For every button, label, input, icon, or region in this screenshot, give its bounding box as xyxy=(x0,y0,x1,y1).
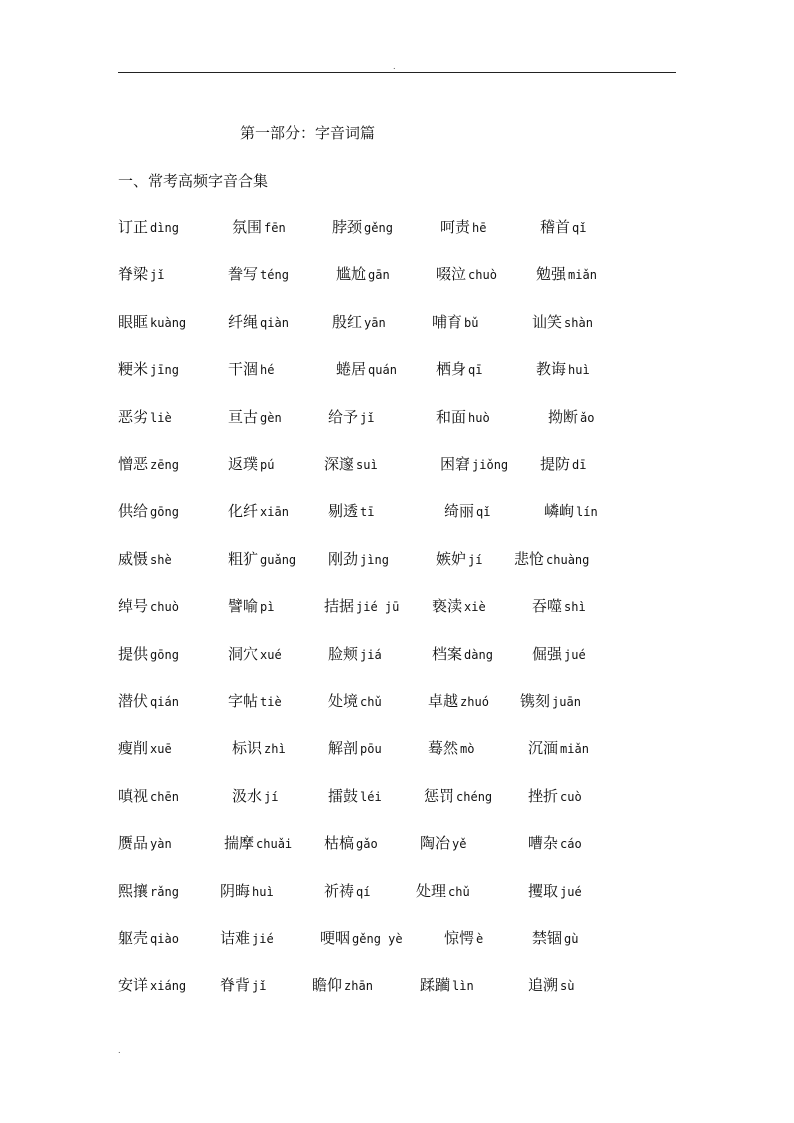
word-entry xyxy=(436,547,482,572)
header-rule xyxy=(118,72,676,73)
pinyin-text: yàn xyxy=(150,837,172,851)
word-entry xyxy=(118,689,179,714)
word-entry xyxy=(118,879,179,904)
word-entry xyxy=(436,405,490,430)
pinyin-text: xué xyxy=(260,648,282,662)
word-text: 追溯 xyxy=(528,976,559,994)
word-text: 惊愕 xyxy=(444,929,475,947)
pinyin-text: huì xyxy=(252,885,274,899)
word-row xyxy=(0,594,794,618)
word-row xyxy=(0,262,794,286)
pinyin-text: shì xyxy=(564,600,586,614)
pinyin-text: gǎo xyxy=(356,837,378,851)
word-text: 安详 xyxy=(118,976,149,994)
pinyin-text: jué xyxy=(560,885,582,899)
word-text: 讪笑 xyxy=(532,313,563,331)
pinyin-text: hē xyxy=(472,221,487,235)
word-entry xyxy=(118,736,172,761)
word-entry xyxy=(532,642,586,667)
word-entry xyxy=(118,973,186,998)
word-text: 订正 xyxy=(118,218,149,236)
word-text: 标识 xyxy=(232,739,263,757)
word-entry xyxy=(228,547,296,572)
word-text: 栖身 xyxy=(436,360,467,378)
word-text: 氛围 xyxy=(232,218,263,236)
pinyin-text: kuàng xyxy=(150,316,187,330)
word-text: 粳米 xyxy=(118,360,149,378)
word-text: 处境 xyxy=(328,692,359,710)
pinyin-text: chuàng xyxy=(546,553,590,567)
pinyin-text: yě xyxy=(452,837,467,851)
word-text: 哺育 xyxy=(432,313,463,331)
word-row xyxy=(0,736,794,760)
word-entry xyxy=(324,831,378,856)
pinyin-text: pú xyxy=(260,458,275,472)
word-entry xyxy=(118,357,179,382)
word-entry xyxy=(118,547,172,572)
word-text: 诘难 xyxy=(220,929,251,947)
word-text: 憎恶 xyxy=(118,455,149,473)
word-row xyxy=(0,405,794,429)
pinyin-text: huò xyxy=(468,411,490,425)
word-row xyxy=(0,499,794,523)
word-text: 悲怆 xyxy=(514,550,545,568)
word-entry xyxy=(228,452,274,477)
pinyin-text: lín xyxy=(576,505,598,519)
word-text: 困窘 xyxy=(440,455,471,473)
pinyin-text: mò xyxy=(460,742,475,756)
word-entry xyxy=(118,642,179,667)
word-text: 深邃 xyxy=(324,455,355,473)
word-text: 汲水 xyxy=(232,787,263,805)
word-entry xyxy=(228,357,274,382)
word-entry xyxy=(118,310,186,335)
pinyin-text: qí xyxy=(356,885,371,899)
pinyin-text: jí xyxy=(264,790,279,804)
pinyin-text: suì xyxy=(356,458,378,472)
pinyin-text: gèn xyxy=(260,411,282,425)
word-entry xyxy=(328,405,374,430)
word-text: 和面 xyxy=(436,408,467,426)
pinyin-text: pì xyxy=(260,600,275,614)
pinyin-text: gān xyxy=(368,268,390,282)
pinyin-text: tī xyxy=(360,505,375,519)
word-row xyxy=(0,879,794,903)
pinyin-text: chuò xyxy=(468,268,497,282)
word-text: 恶劣 xyxy=(118,408,149,426)
pinyin-text: quán xyxy=(368,363,397,377)
word-entry xyxy=(428,736,474,761)
word-entry xyxy=(540,215,586,240)
word-row xyxy=(0,215,794,239)
word-entry xyxy=(332,215,393,240)
word-text: 惩罚 xyxy=(424,787,455,805)
pinyin-text: jiǒng xyxy=(472,458,509,472)
word-text: 陶冶 xyxy=(420,834,451,852)
pinyin-text: cáo xyxy=(560,837,582,851)
word-entry xyxy=(118,262,164,287)
word-text: 威慑 xyxy=(118,550,149,568)
word-text: 粗犷 xyxy=(228,550,259,568)
pinyin-text: qiào xyxy=(150,932,179,946)
word-text: 枯槁 xyxy=(324,834,355,852)
word-entry xyxy=(118,594,179,619)
pinyin-text: jié jū xyxy=(356,600,400,614)
pinyin-text: sù xyxy=(560,979,575,993)
word-text: 绮丽 xyxy=(444,502,475,520)
word-text: 镌刻 xyxy=(520,692,551,710)
word-entry xyxy=(436,262,497,287)
word-text: 瘦削 xyxy=(118,739,149,757)
word-entry xyxy=(424,784,492,809)
word-text: 洞穴 xyxy=(228,645,259,663)
word-text: 供给 xyxy=(118,502,149,520)
pinyin-text: jiá xyxy=(360,648,382,662)
word-text: 字帖 xyxy=(228,692,259,710)
pinyin-text: jìng xyxy=(360,553,389,567)
word-entry xyxy=(118,831,172,856)
word-text: 阴晦 xyxy=(220,882,251,900)
word-text: 攫取 xyxy=(528,882,559,900)
word-text: 提供 xyxy=(118,645,149,663)
word-entry xyxy=(232,784,278,809)
pinyin-text: jǐ xyxy=(150,268,165,282)
word-text: 瞻仰 xyxy=(312,976,343,994)
pinyin-text: ǎo xyxy=(580,411,595,425)
pinyin-text: xiān xyxy=(260,505,289,519)
pinyin-text: è xyxy=(476,932,484,946)
word-entry xyxy=(528,973,574,998)
pinyin-text: qǐ xyxy=(572,221,587,235)
word-entry xyxy=(328,547,389,572)
word-entry xyxy=(432,310,478,335)
word-text: 哽咽 xyxy=(320,929,351,947)
pinyin-text: zhì xyxy=(264,742,286,756)
word-text: 绰号 xyxy=(118,597,149,615)
pinyin-text: chēn xyxy=(150,790,179,804)
pinyin-text: juān xyxy=(552,695,581,709)
word-entry xyxy=(528,831,582,856)
word-text: 拗断 xyxy=(548,408,579,426)
word-text: 处理 xyxy=(416,882,447,900)
pinyin-text: chéng xyxy=(456,790,493,804)
word-text: 躯壳 xyxy=(118,929,149,947)
word-text: 纤绳 xyxy=(228,313,259,331)
pinyin-text: cuò xyxy=(560,790,582,804)
header-mark: . xyxy=(393,62,396,71)
pinyin-text: qián xyxy=(150,695,179,709)
word-entry xyxy=(118,452,179,477)
word-text: 亘古 xyxy=(228,408,259,426)
word-text: 刚劲 xyxy=(328,550,359,568)
word-text: 档案 xyxy=(432,645,463,663)
word-entry xyxy=(220,926,274,951)
pinyin-text: jǐ xyxy=(252,979,267,993)
word-row xyxy=(0,784,794,808)
word-text: 提防 xyxy=(540,455,571,473)
word-text: 倔强 xyxy=(532,645,563,663)
pinyin-text: zhuó xyxy=(460,695,489,709)
pinyin-text: jué xyxy=(564,648,586,662)
word-entry xyxy=(420,973,474,998)
word-text: 赝品 xyxy=(118,834,149,852)
word-text: 嘈杂 xyxy=(528,834,559,852)
pinyin-text: qǐ xyxy=(476,505,491,519)
word-entry xyxy=(228,689,282,714)
word-text: 熙攘 xyxy=(118,882,149,900)
word-row xyxy=(0,357,794,381)
word-entry xyxy=(328,642,382,667)
word-text: 吞噬 xyxy=(532,597,563,615)
word-entry xyxy=(528,879,582,904)
word-entry xyxy=(520,689,581,714)
word-entry xyxy=(232,736,286,761)
section-title: 一、常考高频字音合集 xyxy=(118,172,269,190)
word-entry xyxy=(440,452,508,477)
word-text: 尴尬 xyxy=(336,265,367,283)
word-row xyxy=(0,310,794,334)
pinyin-text: hé xyxy=(260,363,275,377)
word-text: 呵责 xyxy=(440,218,471,236)
word-text: 化纤 xyxy=(228,502,259,520)
word-text: 潜伏 xyxy=(118,692,149,710)
pinyin-text: liè xyxy=(150,411,172,425)
pinyin-text: dī xyxy=(572,458,587,472)
word-text: 挫折 xyxy=(528,787,559,805)
word-entry xyxy=(118,499,179,524)
pinyin-text: gěng yè xyxy=(352,932,403,946)
word-entry xyxy=(432,642,493,667)
word-entry xyxy=(444,499,490,524)
word-entry xyxy=(220,879,274,904)
word-text: 擂鼓 xyxy=(328,787,359,805)
word-entry xyxy=(428,689,489,714)
pinyin-text: zhān xyxy=(344,979,373,993)
word-entry xyxy=(420,831,466,856)
word-entry xyxy=(440,215,486,240)
word-text: 譬喻 xyxy=(228,597,259,615)
pinyin-text: tiè xyxy=(260,695,282,709)
pinyin-text: chuò xyxy=(150,600,179,614)
word-entry xyxy=(528,784,582,809)
word-entry xyxy=(324,452,378,477)
word-entry xyxy=(228,499,289,524)
word-entry xyxy=(532,594,586,619)
word-text: 亵渎 xyxy=(432,597,463,615)
word-text: 蜷居 xyxy=(336,360,367,378)
word-entry xyxy=(328,689,382,714)
pinyin-text: miǎn xyxy=(560,742,589,756)
pinyin-text: jié xyxy=(252,932,274,946)
word-entry xyxy=(228,262,289,287)
word-text: 禁锢 xyxy=(532,929,563,947)
word-entry xyxy=(336,262,390,287)
word-row xyxy=(0,689,794,713)
word-text: 蹂躏 xyxy=(420,976,451,994)
word-entry xyxy=(224,831,292,856)
word-text: 稽首 xyxy=(540,218,571,236)
word-entry xyxy=(118,405,172,430)
word-row xyxy=(0,452,794,476)
word-text: 脊梁 xyxy=(118,265,149,283)
word-entry xyxy=(540,452,586,477)
word-entry xyxy=(528,736,589,761)
pinyin-text: gōng xyxy=(150,648,179,662)
pinyin-text: xuē xyxy=(150,742,172,756)
pinyin-text: qiàn xyxy=(260,316,289,330)
word-text: 干涸 xyxy=(228,360,259,378)
word-text: 脊背 xyxy=(220,976,251,994)
word-entry xyxy=(532,926,578,951)
word-text: 蓦然 xyxy=(428,739,459,757)
word-text: 勉强 xyxy=(536,265,567,283)
pinyin-text: bǔ xyxy=(464,316,479,330)
pinyin-text: dìng xyxy=(150,221,179,235)
footer-mark: . xyxy=(118,1046,121,1055)
word-entry xyxy=(228,310,289,335)
pinyin-text: xiáng xyxy=(150,979,187,993)
pinyin-text: jǐ xyxy=(360,411,375,425)
word-entry xyxy=(232,215,286,240)
pinyin-text: fēn xyxy=(264,221,286,235)
word-entry xyxy=(328,736,382,761)
word-text: 眼眶 xyxy=(118,313,149,331)
word-entry xyxy=(228,594,274,619)
pinyin-text: dàng xyxy=(464,648,493,662)
word-entry xyxy=(436,357,482,382)
pinyin-text: gěng xyxy=(364,221,393,235)
word-text: 脸颊 xyxy=(328,645,359,663)
word-entry xyxy=(548,405,594,430)
word-entry xyxy=(324,594,399,619)
pinyin-text: chǔ xyxy=(448,885,470,899)
word-entry xyxy=(118,784,179,809)
word-entry xyxy=(432,594,486,619)
pinyin-text: shàn xyxy=(564,316,593,330)
pinyin-text: chuǎi xyxy=(256,837,293,851)
part-title: 第一部分：字音词篇 xyxy=(240,124,376,142)
pinyin-text: zēng xyxy=(150,458,179,472)
word-entry xyxy=(544,499,598,524)
pinyin-text: léi xyxy=(360,790,382,804)
word-entry xyxy=(324,879,370,904)
pinyin-text: rǎng xyxy=(150,885,179,899)
pinyin-text: yān xyxy=(364,316,386,330)
word-entry xyxy=(320,926,403,951)
word-entry xyxy=(228,642,282,667)
pinyin-text: lìn xyxy=(452,979,474,993)
word-text: 脖颈 xyxy=(332,218,363,236)
word-entry xyxy=(328,499,374,524)
word-entry xyxy=(514,547,589,572)
pinyin-text: jí xyxy=(468,553,483,567)
word-row xyxy=(0,831,794,855)
word-text: 嶙峋 xyxy=(544,502,575,520)
pinyin-text: qī xyxy=(468,363,483,377)
word-text: 殷红 xyxy=(332,313,363,331)
pinyin-text: jīng xyxy=(150,363,179,377)
word-entry xyxy=(336,357,397,382)
word-entry xyxy=(328,784,382,809)
word-text: 揣摩 xyxy=(224,834,255,852)
pinyin-text: gōng xyxy=(150,505,179,519)
word-text: 誊写 xyxy=(228,265,259,283)
word-entry xyxy=(312,973,373,998)
word-text: 嫉妒 xyxy=(436,550,467,568)
word-entry xyxy=(118,926,179,951)
word-row xyxy=(0,642,794,666)
word-row xyxy=(0,973,794,997)
word-row xyxy=(0,547,794,571)
word-text: 拮据 xyxy=(324,597,355,615)
pinyin-text: gù xyxy=(564,932,579,946)
pinyin-text: pōu xyxy=(360,742,382,756)
word-text: 卓越 xyxy=(428,692,459,710)
word-text: 返璞 xyxy=(228,455,259,473)
pinyin-text: guǎng xyxy=(260,553,297,567)
pinyin-text: chǔ xyxy=(360,695,382,709)
word-entry xyxy=(332,310,386,335)
word-row xyxy=(0,926,794,950)
word-text: 祈祷 xyxy=(324,882,355,900)
word-text: 给予 xyxy=(328,408,359,426)
word-text: 嗔视 xyxy=(118,787,149,805)
word-text: 解剖 xyxy=(328,739,359,757)
word-entry xyxy=(532,310,593,335)
word-entry xyxy=(416,879,470,904)
pinyin-text: shè xyxy=(150,553,172,567)
word-entry xyxy=(536,357,590,382)
word-text: 剔透 xyxy=(328,502,359,520)
pinyin-text: huì xyxy=(568,363,590,377)
word-entry xyxy=(118,215,179,240)
word-text: 沉湎 xyxy=(528,739,559,757)
pinyin-text: miǎn xyxy=(568,268,597,282)
word-text: 啜泣 xyxy=(436,265,467,283)
word-entry xyxy=(444,926,483,951)
pinyin-text: téng xyxy=(260,268,289,282)
word-entry xyxy=(536,262,597,287)
word-entry xyxy=(220,973,266,998)
word-text: 教诲 xyxy=(536,360,567,378)
pinyin-text: xiè xyxy=(464,600,486,614)
word-entry xyxy=(228,405,282,430)
